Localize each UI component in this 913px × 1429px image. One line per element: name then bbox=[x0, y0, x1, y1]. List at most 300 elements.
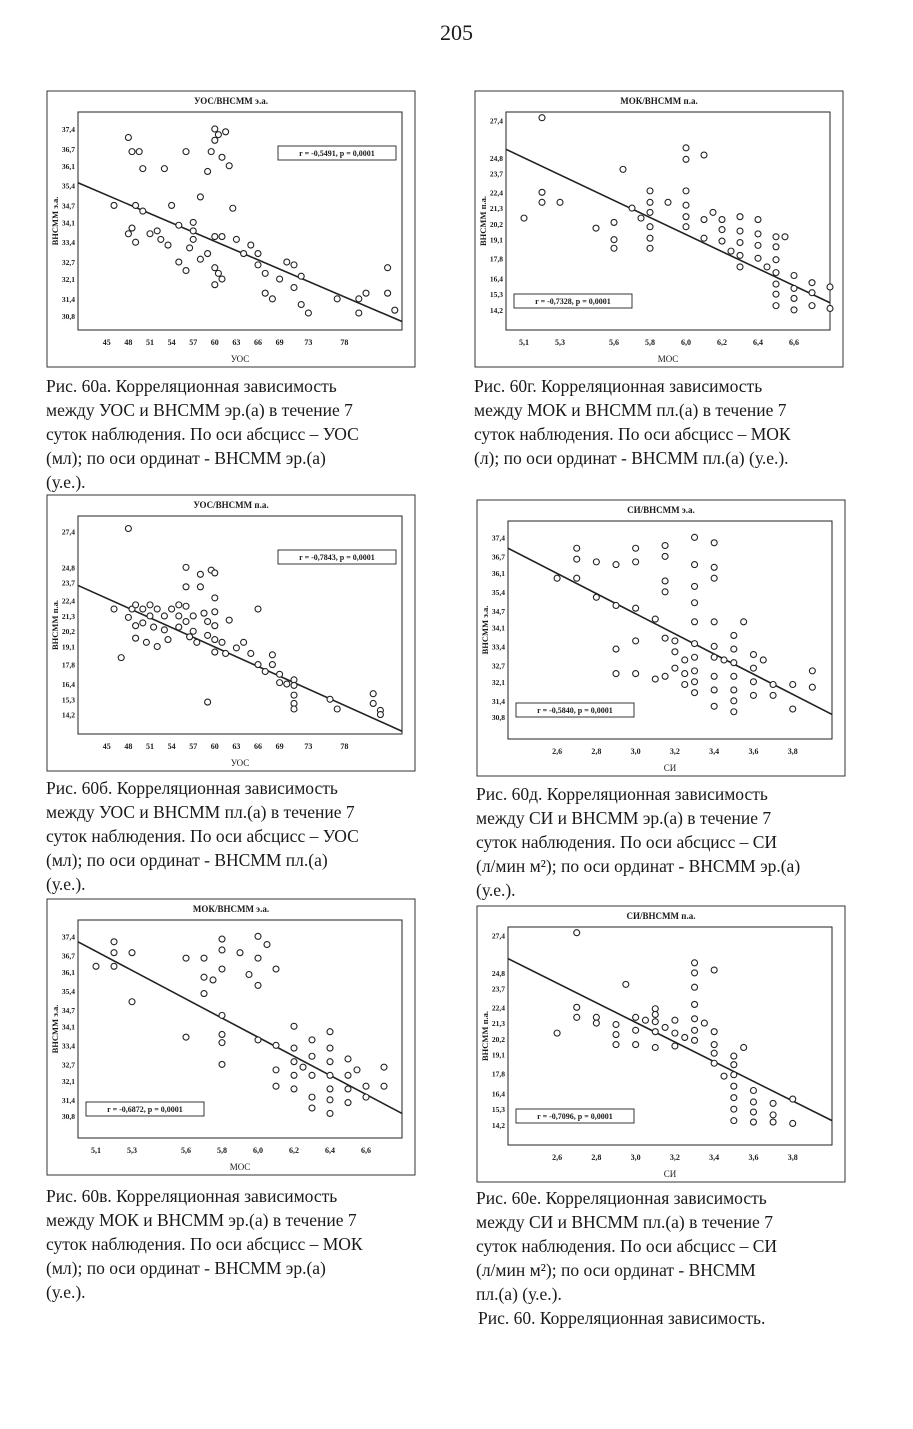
data-point bbox=[692, 619, 698, 625]
y-tick-label: 23,7 bbox=[489, 169, 503, 179]
y-tick-label: 24,8 bbox=[491, 968, 505, 978]
data-point bbox=[165, 242, 171, 248]
y-tick-label: 37,4 bbox=[61, 124, 75, 134]
data-point bbox=[377, 712, 383, 718]
data-point bbox=[652, 676, 658, 682]
data-point bbox=[809, 684, 815, 690]
y-tick-label: 24,8 bbox=[489, 153, 503, 163]
data-point bbox=[737, 240, 743, 246]
data-point bbox=[711, 564, 717, 570]
data-point bbox=[652, 1011, 658, 1017]
caption-line: (у.е.). bbox=[46, 472, 86, 492]
data-point bbox=[773, 257, 779, 263]
data-point bbox=[201, 974, 207, 980]
y-tick-label: 36,7 bbox=[61, 144, 75, 154]
y-tick-label: 17,8 bbox=[491, 1069, 505, 1079]
chart-title: УОС/ВНСММ э.а. bbox=[194, 96, 268, 106]
data-point bbox=[284, 681, 290, 687]
data-point bbox=[219, 947, 225, 953]
data-point bbox=[190, 236, 196, 242]
x-tick-label: 5,3 bbox=[127, 1146, 137, 1155]
data-point bbox=[212, 570, 218, 576]
data-point bbox=[269, 296, 275, 302]
data-point bbox=[233, 236, 239, 242]
caption-line: между СИ и ВНСММ пл.(а) в течение 7 bbox=[476, 1212, 773, 1232]
data-point bbox=[212, 234, 218, 240]
caption-line: между МОК и ВНСММ эр.(а) в течение 7 bbox=[46, 1210, 357, 1230]
data-point bbox=[309, 1053, 315, 1059]
data-point bbox=[728, 248, 734, 254]
data-point bbox=[574, 545, 580, 551]
data-point bbox=[633, 605, 639, 611]
caption-line: суток наблюдения. По оси абсцисс – УОС bbox=[46, 424, 359, 444]
data-point bbox=[652, 1019, 658, 1025]
data-point bbox=[176, 624, 182, 630]
data-point bbox=[633, 545, 639, 551]
data-point bbox=[190, 228, 196, 234]
data-point bbox=[169, 202, 175, 208]
data-point bbox=[750, 1119, 756, 1125]
data-point bbox=[309, 1072, 315, 1078]
data-point bbox=[133, 202, 139, 208]
data-point bbox=[554, 575, 560, 581]
data-point bbox=[246, 972, 252, 978]
x-tick-label: 60 bbox=[210, 742, 219, 751]
data-point bbox=[93, 963, 99, 969]
data-point bbox=[205, 699, 211, 705]
data-point bbox=[298, 302, 304, 308]
data-point bbox=[255, 955, 261, 961]
x-tick-label: 78 bbox=[340, 338, 349, 347]
data-point bbox=[750, 679, 756, 685]
x-axis-label: УОС bbox=[230, 758, 250, 768]
data-point bbox=[773, 281, 779, 287]
y-tick-label: 20,2 bbox=[489, 219, 503, 229]
data-point bbox=[187, 634, 193, 640]
data-point bbox=[633, 559, 639, 565]
data-point bbox=[169, 606, 175, 612]
data-point bbox=[111, 606, 117, 612]
caption-line: Рис. 60г. Корреляционная зависимость bbox=[474, 376, 763, 396]
data-point bbox=[327, 1097, 333, 1103]
x-tick-label: 78 bbox=[340, 742, 349, 751]
data-point bbox=[593, 559, 599, 565]
y-tick-label: 16,4 bbox=[491, 1089, 505, 1099]
y-tick-label: 20,2 bbox=[491, 1034, 505, 1044]
data-point bbox=[264, 942, 270, 948]
data-point bbox=[291, 262, 297, 268]
data-point bbox=[633, 1027, 639, 1033]
data-point bbox=[611, 245, 617, 251]
figure-caption: Рис. 60. Корреляционная зависимость. bbox=[478, 1308, 766, 1328]
x-axis-label: УОС bbox=[230, 354, 250, 364]
data-point bbox=[613, 1022, 619, 1028]
data-point bbox=[593, 225, 599, 231]
data-point bbox=[629, 205, 635, 211]
x-tick-label: 48 bbox=[124, 742, 133, 751]
x-tick-label: 6,0 bbox=[681, 338, 691, 347]
data-point bbox=[219, 234, 225, 240]
data-point bbox=[711, 687, 717, 693]
data-point bbox=[647, 245, 653, 251]
data-point bbox=[613, 671, 619, 677]
caption-line: (у.е.). bbox=[46, 874, 86, 894]
data-point bbox=[773, 244, 779, 250]
data-point bbox=[194, 639, 200, 645]
data-point bbox=[183, 564, 189, 570]
data-point bbox=[241, 251, 247, 257]
data-point bbox=[255, 251, 261, 257]
data-point bbox=[593, 594, 599, 600]
scatter-plot bbox=[46, 494, 416, 772]
x-tick-label: 54 bbox=[167, 742, 176, 751]
y-tick-label: 27,4 bbox=[491, 931, 505, 941]
data-point bbox=[760, 657, 766, 663]
data-point bbox=[125, 134, 131, 140]
caption-line: суток наблюдения. По оси абсцисс – СИ bbox=[476, 1236, 778, 1256]
data-point bbox=[327, 1029, 333, 1035]
x-tick-label: 6,2 bbox=[717, 338, 727, 347]
data-point bbox=[683, 214, 689, 220]
data-point bbox=[129, 225, 135, 231]
data-point bbox=[721, 1073, 727, 1079]
data-point bbox=[111, 939, 117, 945]
data-point bbox=[291, 285, 297, 291]
data-point bbox=[118, 655, 124, 661]
data-point bbox=[125, 231, 131, 237]
data-point bbox=[197, 571, 203, 577]
data-point bbox=[140, 620, 146, 626]
data-point bbox=[750, 692, 756, 698]
stat-label: r = -0,7843, p = 0,0001 bbox=[299, 553, 375, 562]
data-point bbox=[652, 1006, 658, 1012]
caption-line: суток наблюдения. По оси абсцисс – МОК bbox=[46, 1234, 363, 1254]
y-tick-label: 14,2 bbox=[491, 1120, 505, 1130]
y-tick-label: 32,7 bbox=[61, 258, 75, 268]
scatter-plot bbox=[476, 905, 846, 1183]
x-tick-label: 5,8 bbox=[217, 1146, 227, 1155]
data-point bbox=[385, 290, 391, 296]
data-point bbox=[672, 1043, 678, 1049]
data-point bbox=[539, 199, 545, 205]
data-point bbox=[539, 115, 545, 121]
data-point bbox=[230, 205, 236, 211]
data-point bbox=[721, 657, 727, 663]
data-point bbox=[226, 163, 232, 169]
data-point bbox=[755, 217, 761, 223]
data-point bbox=[692, 1027, 698, 1033]
y-tick-label: 36,1 bbox=[61, 967, 75, 977]
data-point bbox=[692, 960, 698, 966]
data-point bbox=[683, 156, 689, 162]
data-point bbox=[773, 291, 779, 297]
data-point bbox=[692, 679, 698, 685]
data-point bbox=[711, 1042, 717, 1048]
data-point bbox=[791, 307, 797, 313]
data-point bbox=[125, 525, 131, 531]
data-point bbox=[356, 296, 362, 302]
data-point bbox=[652, 1044, 658, 1050]
chart-title: УОС/ВНСММ п.а. bbox=[193, 500, 269, 510]
chart-title: МОК/ВНСММ э.а. bbox=[192, 904, 270, 914]
data-point bbox=[750, 1099, 756, 1105]
caption-60a bbox=[46, 374, 416, 494]
data-point bbox=[136, 149, 142, 155]
x-tick-label: 66 bbox=[254, 742, 262, 751]
data-point bbox=[212, 649, 218, 655]
y-tick-label: 34,7 bbox=[61, 201, 75, 211]
data-point bbox=[662, 543, 668, 549]
y-tick-label: 33,4 bbox=[61, 238, 75, 248]
data-point bbox=[133, 239, 139, 245]
figure-frame bbox=[477, 500, 845, 776]
data-point bbox=[750, 665, 756, 671]
data-point bbox=[392, 307, 398, 313]
x-axis-label: СИ bbox=[663, 1169, 677, 1179]
data-point bbox=[327, 1072, 333, 1078]
data-point bbox=[161, 627, 167, 633]
y-tick-label: 23,7 bbox=[491, 984, 505, 994]
data-point bbox=[790, 682, 796, 688]
data-point bbox=[212, 637, 218, 643]
data-point bbox=[212, 609, 218, 615]
data-point bbox=[750, 1109, 756, 1115]
data-point bbox=[154, 228, 160, 234]
data-point bbox=[692, 641, 698, 647]
x-tick-label: 2,6 bbox=[552, 1153, 563, 1162]
data-point bbox=[208, 149, 214, 155]
data-point bbox=[197, 584, 203, 590]
y-tick-label: 21,3 bbox=[489, 204, 503, 214]
data-point bbox=[201, 991, 207, 997]
y-tick-label: 14,2 bbox=[61, 710, 75, 720]
data-point bbox=[574, 556, 580, 562]
data-point bbox=[692, 1037, 698, 1043]
x-tick-label: 6,0 bbox=[253, 1146, 263, 1155]
x-tick-label: 63 bbox=[232, 742, 241, 751]
y-tick-label: 35,4 bbox=[61, 181, 75, 191]
data-point bbox=[291, 706, 297, 712]
data-point bbox=[219, 936, 225, 942]
data-point bbox=[731, 1083, 737, 1089]
y-tick-label: 32,7 bbox=[491, 661, 505, 671]
data-point bbox=[190, 219, 196, 225]
data-point bbox=[809, 280, 815, 286]
chart-title: СИ/ВНСММ э.а. bbox=[627, 505, 695, 515]
data-point bbox=[791, 285, 797, 291]
data-point bbox=[176, 222, 182, 228]
data-point bbox=[827, 284, 833, 290]
data-point bbox=[298, 273, 304, 279]
data-point bbox=[770, 1112, 776, 1118]
data-point bbox=[370, 700, 376, 706]
x-tick-label: 5,3 bbox=[555, 338, 565, 347]
data-point bbox=[190, 613, 196, 619]
data-point bbox=[197, 256, 203, 262]
data-point bbox=[129, 999, 135, 1005]
data-point bbox=[205, 632, 211, 638]
data-point bbox=[190, 628, 196, 634]
y-tick-label: 27,4 bbox=[61, 527, 75, 537]
data-point bbox=[370, 691, 376, 697]
y-tick-label: 30,8 bbox=[491, 713, 505, 723]
data-point bbox=[277, 276, 283, 282]
data-point bbox=[248, 242, 254, 248]
data-point bbox=[613, 1042, 619, 1048]
data-point bbox=[620, 166, 626, 172]
data-point bbox=[154, 644, 160, 650]
data-point bbox=[557, 199, 563, 205]
data-point bbox=[711, 967, 717, 973]
data-point bbox=[731, 1118, 737, 1124]
y-tick-label: 17,8 bbox=[61, 660, 75, 670]
figure-frame bbox=[475, 91, 843, 367]
data-point bbox=[356, 310, 362, 316]
data-point bbox=[277, 680, 283, 686]
data-point bbox=[334, 706, 340, 712]
data-point bbox=[611, 237, 617, 243]
x-tick-label: 45 bbox=[102, 742, 111, 751]
data-point bbox=[154, 606, 160, 612]
y-tick-label: 35,4 bbox=[491, 587, 505, 597]
data-point bbox=[770, 1119, 776, 1125]
data-point bbox=[633, 671, 639, 677]
data-point bbox=[682, 1034, 688, 1040]
data-point bbox=[770, 1100, 776, 1106]
y-tick-label: 22,4 bbox=[489, 188, 503, 198]
data-point bbox=[731, 709, 737, 715]
data-point bbox=[183, 619, 189, 625]
data-point bbox=[147, 602, 153, 608]
y-axis-label: ВНСММ э.а. bbox=[50, 196, 60, 246]
data-point bbox=[692, 690, 698, 696]
y-tick-label: 32,1 bbox=[61, 1076, 75, 1086]
x-tick-label: 3,8 bbox=[787, 1153, 798, 1162]
caption-line: между МОК и ВНСММ пл.(а) в течение 7 bbox=[474, 400, 787, 420]
data-point bbox=[633, 1014, 639, 1020]
x-tick-label: 69 bbox=[275, 338, 284, 347]
caption-line: суток наблюдения. По оси абсцисс – МОК bbox=[474, 424, 791, 444]
data-point bbox=[226, 617, 232, 623]
y-tick-label: 32,7 bbox=[61, 1060, 75, 1070]
x-tick-label: 5,1 bbox=[91, 1146, 101, 1155]
data-point bbox=[111, 950, 117, 956]
caption-line: (мл); по оси ординат - ВНСММ пл.(а) bbox=[46, 850, 328, 870]
data-point bbox=[345, 1086, 351, 1092]
data-point bbox=[140, 166, 146, 172]
data-point bbox=[262, 290, 268, 296]
figure-frame bbox=[47, 495, 415, 771]
data-point bbox=[731, 1062, 737, 1068]
y-tick-label: 37,4 bbox=[491, 533, 505, 543]
y-tick-label: 22,4 bbox=[491, 1003, 505, 1013]
x-tick-label: 57 bbox=[189, 338, 198, 347]
stat-label: r = -0,5491, p = 0,0001 bbox=[299, 149, 375, 158]
x-tick-label: 6,4 bbox=[325, 1146, 335, 1155]
data-point bbox=[158, 236, 164, 242]
data-point bbox=[327, 1110, 333, 1116]
data-point bbox=[262, 669, 268, 675]
figure-frame bbox=[477, 906, 845, 1182]
data-point bbox=[255, 662, 261, 668]
data-point bbox=[791, 295, 797, 301]
data-point bbox=[212, 595, 218, 601]
caption-line: (л/мин м²); по оси ординат - ВНСММ bbox=[476, 1260, 756, 1280]
data-point bbox=[683, 145, 689, 151]
data-point bbox=[731, 1072, 737, 1078]
data-point bbox=[711, 643, 717, 649]
caption-line: Рис. 60в. Корреляционная зависимость bbox=[46, 1186, 338, 1206]
data-point bbox=[647, 224, 653, 230]
x-tick-label: 6,6 bbox=[361, 1146, 371, 1155]
y-tick-label: 19,1 bbox=[491, 1050, 505, 1060]
x-tick-label: 66 bbox=[254, 338, 262, 347]
data-point bbox=[692, 970, 698, 976]
data-point bbox=[309, 1094, 315, 1100]
data-point bbox=[647, 235, 653, 241]
x-tick-label: 6,6 bbox=[789, 338, 799, 347]
y-axis-label: ВНСММ п.а. bbox=[50, 600, 60, 650]
data-point bbox=[662, 553, 668, 559]
y-tick-label: 34,1 bbox=[491, 623, 505, 633]
data-point bbox=[223, 129, 229, 135]
y-axis-label: ВНСММ э.а. bbox=[50, 1004, 60, 1054]
data-point bbox=[711, 619, 717, 625]
scatter-plot bbox=[474, 90, 844, 368]
data-point bbox=[682, 671, 688, 677]
y-tick-label: 20,2 bbox=[61, 627, 75, 637]
data-point bbox=[692, 534, 698, 540]
data-point bbox=[790, 706, 796, 712]
data-point bbox=[363, 290, 369, 296]
page-number: 205 bbox=[440, 20, 473, 45]
data-point bbox=[613, 1032, 619, 1038]
figure-60d bbox=[476, 499, 846, 777]
x-tick-label: 3,8 bbox=[787, 747, 798, 756]
data-point bbox=[277, 671, 283, 677]
data-point bbox=[143, 639, 149, 645]
x-tick-label: 57 bbox=[189, 742, 198, 751]
data-point bbox=[672, 1017, 678, 1023]
data-point bbox=[692, 654, 698, 660]
caption-line: суток наблюдения. По оси абсцисс – СИ bbox=[476, 832, 778, 852]
data-point bbox=[692, 984, 698, 990]
y-tick-label: 33,4 bbox=[61, 1041, 75, 1051]
data-point bbox=[692, 583, 698, 589]
caption-60d bbox=[476, 782, 866, 902]
data-point bbox=[125, 614, 131, 620]
data-point bbox=[711, 1050, 717, 1056]
data-point bbox=[381, 1083, 387, 1089]
data-point bbox=[683, 224, 689, 230]
data-point bbox=[111, 963, 117, 969]
y-tick-label: 27,4 bbox=[489, 116, 503, 126]
y-tick-label: 21,3 bbox=[61, 611, 75, 621]
data-point bbox=[161, 166, 167, 172]
data-point bbox=[633, 1042, 639, 1048]
figure-60v bbox=[46, 898, 416, 1176]
x-tick-label: 73 bbox=[304, 742, 313, 751]
data-point bbox=[672, 649, 678, 655]
x-tick-label: 5,8 bbox=[645, 338, 655, 347]
chart-title: МОК/ВНСММ п.а. bbox=[620, 96, 698, 106]
y-tick-label: 19,1 bbox=[489, 235, 503, 245]
data-point bbox=[827, 305, 833, 311]
data-point bbox=[212, 137, 218, 143]
stat-label: r = -0,7328, p = 0,0001 bbox=[535, 297, 611, 306]
data-point bbox=[662, 635, 668, 641]
data-point bbox=[133, 623, 139, 629]
